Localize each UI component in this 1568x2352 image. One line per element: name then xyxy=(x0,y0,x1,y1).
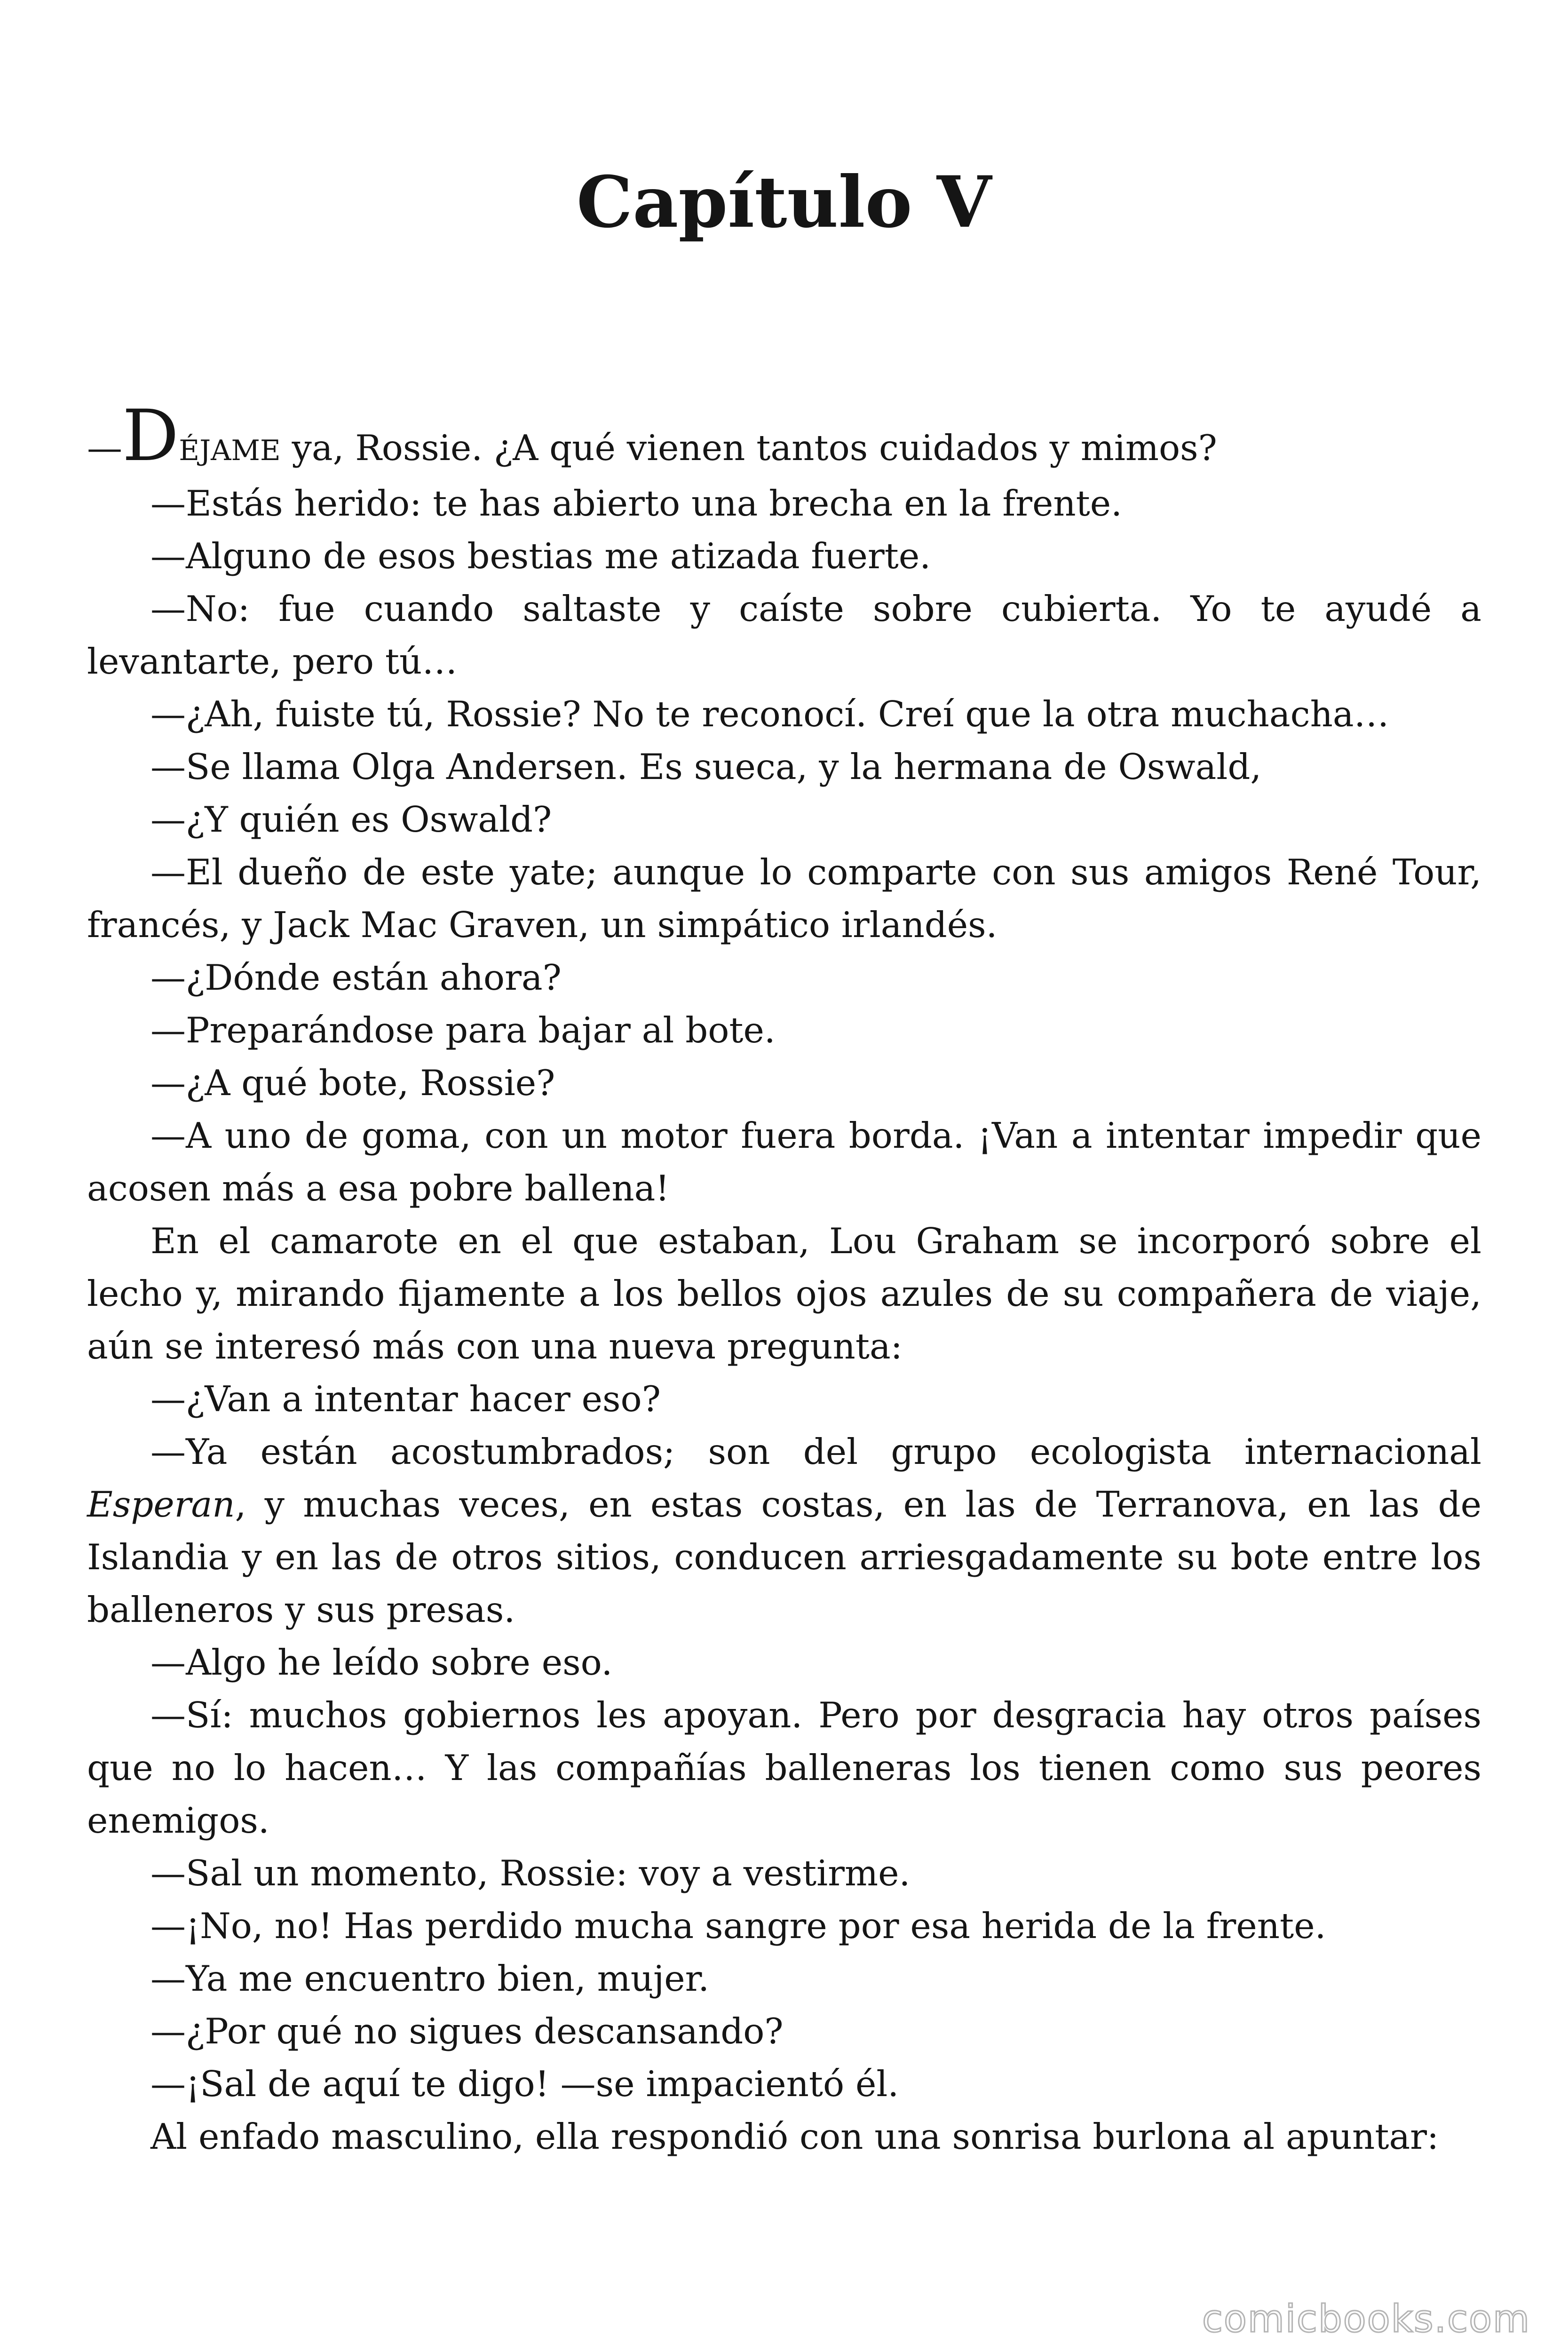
esperan-after: , y muchas veces, en estas costas, en las de Terranova, en las de Islandia y en las de otros sitios, conducen arriesgadamente su bote entre los balleneros y sus presas. xyxy=(87,1484,1481,1630)
paragraph: —Sí: muchos gobiernos les apoyan. Pero por desgracia hay otros países que no lo hacen… Y las compañías balleneras los tienen como sus peores enemigos. xyxy=(87,1694,1481,1841)
paragraph: —¿A qué bote, Rossie? xyxy=(150,1062,555,1104)
paragraph: —Preparándose para bajar al bote. xyxy=(150,1009,776,1051)
paragraph: —¿Dónde están ahora? xyxy=(150,957,562,998)
chapter-title: Capítulo V xyxy=(576,161,992,244)
esperan-paragraph xyxy=(87,1425,1481,1636)
paragraph: —¿Por qué no sigues descansando? xyxy=(150,2010,784,2052)
esperan-italic: Esperan xyxy=(87,1484,235,1525)
paragraph: —¿Y quién es Oswald? xyxy=(150,799,552,840)
paragraph: —¿Ah, fuiste tú, Rossie? No te reconocí. Creí que la otra muchacha… xyxy=(150,693,1389,735)
chapter-body xyxy=(87,395,1481,2163)
paragraph: —No: fue cuando saltaste y caíste sobre cubierta. Yo te ayudé a levantarte, pero tú… xyxy=(87,588,1481,682)
opening-rest: ya, Rossie. ¿A qué vienen tantos cuidados y mimos? xyxy=(280,427,1217,469)
watermark: comicbooks.com xyxy=(1202,2297,1530,2341)
paragraph: —El dueño de este yate; aunque lo comparte con sus amigos René Tour, francés, y Jack Mac Graven, un simpático irlandés. xyxy=(87,851,1481,946)
esperan-before: —Ya están acostumbrados; son del grupo ecologista internacional xyxy=(150,1431,1481,1472)
paragraph: —Ya me encuentro bien, mujer. xyxy=(150,1958,710,1999)
paragraph: En el camarote en el que estaban, Lou Graham se incorporó sobre el lecho y, mirando fijamente a los bellos ojos azules de su compañera de viaje, aún se interesó más con una nueva pregunta: xyxy=(87,1220,1481,1367)
paragraph: —Se llama Olga Andersen. Es sueca, y la hermana de Oswald, xyxy=(150,746,1262,787)
opening-paragraph xyxy=(87,395,1481,477)
paragraph: —Alguno de esos bestias me atizada fuerte. xyxy=(150,535,931,577)
paragraph: —A uno de goma, con un motor fuera borda. ¡Van a intentar impedir que acosen más a esa pobre ballena! xyxy=(87,1115,1481,1209)
paragraph: —¡Sal de aquí te digo! —se impacientó él. xyxy=(150,2063,899,2105)
drop-cap: D xyxy=(122,395,179,477)
paragraph: —Sal un momento, Rossie: voy a vestirme. xyxy=(150,1852,911,1894)
paragraph: —¡No, no! Has perdido mucha sangre por esa herida de la frente. xyxy=(150,1905,1326,1947)
paragraph: Al enfado masculino, ella respondió con una sonrisa burlona al apuntar: xyxy=(150,2116,1439,2157)
paragraph: —Algo he leído sobre eso. xyxy=(150,1642,613,1683)
paragraph: —Estás herido: te has abierto una brecha en la frente. xyxy=(150,483,1123,524)
opening-dash: — xyxy=(87,427,122,469)
small-caps-word: ÉJAME xyxy=(179,434,281,467)
paragraph: —¿Van a intentar hacer eso? xyxy=(150,1378,661,1420)
